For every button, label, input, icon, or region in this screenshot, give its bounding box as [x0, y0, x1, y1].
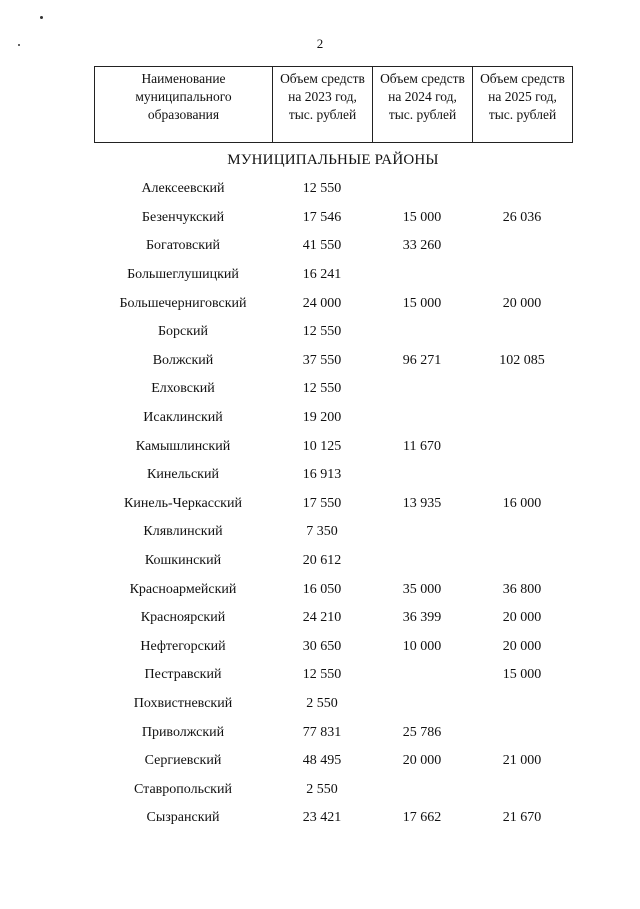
municipality-name: Красноармейский	[129, 581, 237, 597]
municipality-name: Клявлинский	[143, 524, 223, 540]
table-row	[94, 633, 572, 662]
value-2023: 41 550	[302, 238, 342, 254]
header-municipality: Наименование муниципального образования	[95, 67, 273, 143]
value-2023: 19 200	[302, 410, 342, 426]
value-2024: 36 399	[402, 610, 442, 626]
value-2024: 10 000	[402, 638, 442, 654]
value-2024: 11 670	[403, 438, 441, 454]
value-2024: 25 786	[402, 724, 442, 740]
value-2023: 2 550	[306, 695, 338, 711]
value-2023: 16 050	[302, 581, 342, 597]
value-2024: 17 662	[402, 810, 442, 826]
table-row	[94, 604, 572, 633]
value-2025: 20 000	[502, 295, 542, 311]
municipality-name: Кинель-Черкасский	[124, 495, 242, 511]
table-row	[94, 775, 572, 804]
value-2023: 10 125	[302, 438, 342, 454]
value-2023: 37 550	[302, 352, 342, 368]
municipality-name: Безенчукский	[141, 209, 225, 225]
value-2025: 16 000	[502, 495, 542, 511]
value-2023: 12 550	[302, 181, 342, 197]
municipality-name: Приволжский	[141, 724, 225, 740]
section-title: МУНИЦИПАЛЬНЫЕ РАЙОНЫ	[227, 152, 439, 168]
value-2023: 16 241	[302, 267, 342, 283]
value-2025: 26 036	[502, 209, 542, 225]
municipality-name: Кошкинский	[144, 553, 222, 569]
table-row	[94, 575, 572, 604]
value-2023: 12 550	[302, 381, 342, 397]
value-2025: 21 670	[502, 810, 542, 826]
table-row	[94, 747, 572, 776]
table-row	[94, 804, 572, 833]
municipality-name: Похвистневский	[133, 695, 233, 711]
municipality-name: Камышлинский	[135, 438, 231, 454]
table-row	[94, 347, 572, 376]
value-2025: 102 085	[499, 352, 545, 368]
municipality-name: Елховский	[151, 381, 215, 397]
table-row	[94, 432, 572, 461]
table-row	[94, 375, 572, 404]
municipality-name: Кинельский	[147, 467, 219, 483]
municipality-name: Волжский	[152, 352, 214, 368]
municipality-name: Сергиевский	[144, 753, 222, 769]
value-2024: 35 000	[402, 581, 442, 597]
value-2023: 23 421	[302, 810, 342, 826]
header-2025: Объем средств на 2025 год, тыс. рублей	[473, 67, 573, 143]
value-2023: 24 000	[302, 295, 342, 311]
header-2024: Объем средств на 2024 год, тыс. рублей	[373, 67, 473, 143]
table-body	[94, 175, 572, 833]
value-2024: 33 260	[402, 238, 442, 254]
value-2023: 12 550	[302, 324, 342, 340]
table-row	[94, 261, 572, 290]
municipality-name: Ставропольский	[134, 781, 232, 797]
table-row	[94, 718, 572, 747]
municipality-name: Нефтегорский	[140, 638, 226, 654]
municipality-name: Пестравский	[144, 667, 222, 683]
value-2025: 20 000	[502, 638, 542, 654]
value-2025: 21 000	[502, 753, 542, 769]
municipality-name: Большеглушицкий	[127, 267, 239, 283]
table-row	[94, 204, 572, 233]
page-number: 2	[316, 36, 324, 51]
value-2024: 15 000	[402, 209, 442, 225]
table-row	[94, 690, 572, 719]
table-row	[94, 661, 572, 690]
value-2024: 20 000	[402, 753, 442, 769]
value-2023: 20 612	[302, 553, 342, 569]
table-row	[94, 289, 572, 318]
table-row	[94, 175, 572, 204]
table-row	[94, 490, 572, 519]
value-2023: 48 495	[302, 753, 342, 769]
value-2023: 12 550	[302, 667, 342, 683]
value-2024: 15 000	[402, 295, 442, 311]
municipality-name: Красноярский	[140, 610, 226, 626]
value-2023: 2 550	[306, 781, 338, 797]
municipality-name: Борский	[157, 324, 209, 340]
scan-speck	[40, 16, 43, 19]
header-2023: Объем средств на 2023 год, тыс. рублей	[273, 67, 373, 143]
table-row	[94, 232, 572, 261]
value-2023: 7 350	[306, 524, 338, 540]
value-2023: 24 210	[302, 610, 342, 626]
table-row	[94, 461, 572, 490]
table-row	[94, 318, 572, 347]
municipality-name: Сызранский	[146, 810, 220, 826]
value-2023: 17 546	[302, 209, 342, 225]
table-row	[94, 404, 572, 433]
table-row	[94, 518, 572, 547]
value-2023: 77 831	[302, 724, 342, 740]
value-2025: 36 800	[502, 581, 542, 597]
municipality-name: Алексеевский	[141, 181, 225, 197]
table-row	[94, 547, 572, 576]
value-2024: 13 935	[402, 495, 442, 511]
municipality-name: Богатовский	[145, 238, 221, 254]
value-2025: 20 000	[502, 610, 542, 626]
value-2023: 16 913	[302, 467, 342, 483]
municipality-name: Исаклинский	[143, 410, 223, 426]
table-header	[94, 66, 573, 143]
value-2023: 17 550	[302, 495, 342, 511]
municipality-name: Большечерниговский	[119, 295, 247, 311]
value-2025: 15 000	[502, 667, 542, 683]
value-2023: 30 650	[302, 638, 342, 654]
value-2024: 96 271	[402, 352, 442, 368]
